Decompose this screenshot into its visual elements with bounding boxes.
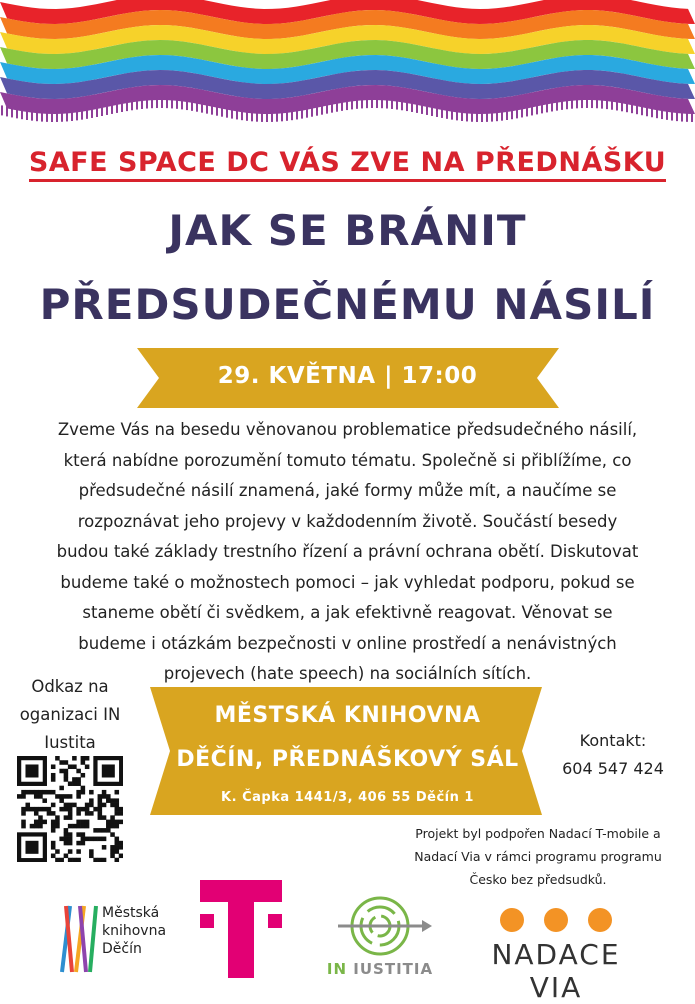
qr-module	[98, 837, 103, 842]
qr-module	[21, 820, 26, 825]
qr-module	[76, 824, 81, 829]
qr-module	[25, 807, 30, 812]
via-name: NADACE VIA	[491, 938, 621, 1004]
qr-module	[42, 820, 47, 825]
qr-module	[81, 820, 86, 825]
qr-module	[93, 837, 98, 842]
qr-module	[38, 815, 43, 820]
qr-module	[89, 849, 94, 854]
qr-module	[119, 820, 123, 825]
qr-module	[68, 832, 73, 837]
qr-module	[89, 837, 94, 842]
qr-module	[115, 858, 120, 862]
qr-module	[115, 807, 120, 812]
qr-module	[110, 854, 115, 859]
qr-module	[110, 820, 115, 825]
qr-module	[38, 807, 43, 812]
qr-module	[102, 837, 107, 842]
qr-module	[110, 824, 115, 829]
qr-module	[81, 773, 86, 778]
qr-module	[59, 807, 64, 812]
qr-module	[81, 841, 86, 846]
qr-module	[47, 807, 52, 812]
qr-module	[51, 820, 56, 825]
qr-module	[106, 828, 111, 833]
qr-module	[76, 781, 81, 786]
qr-module	[106, 824, 111, 829]
qr-module	[106, 820, 111, 825]
qr-module	[89, 811, 94, 816]
venue-room: DĚČÍN, PŘEDNÁŠKOVÝ SÁL	[176, 747, 519, 772]
qr-module	[25, 841, 38, 854]
contact-block	[548, 727, 678, 783]
event-description	[6, 415, 689, 690]
qr-module	[72, 777, 77, 782]
qr-module	[76, 841, 81, 846]
contact-phone[interactable]: 604 547 424	[562, 759, 664, 778]
qr-module	[119, 854, 123, 859]
qr-module	[85, 807, 90, 812]
qr-module	[68, 807, 73, 812]
qr-module	[59, 837, 64, 842]
qr-module	[119, 807, 123, 812]
qr-module	[98, 811, 103, 816]
qr-module	[64, 841, 69, 846]
via-dots	[460, 905, 652, 935]
qr-module	[76, 858, 81, 862]
title-line-2: PŘEDSUDEČNÉMU NÁSILÍ	[39, 280, 656, 329]
qr-module	[89, 854, 94, 859]
qr-module	[21, 807, 26, 812]
qr-module	[115, 824, 120, 829]
venue-address: K. Čapka 1441/3, 406 55 Děčín 1	[221, 790, 474, 805]
qr-module	[102, 845, 107, 850]
qr-module	[55, 815, 60, 820]
qr-module	[51, 841, 56, 846]
title-line-1: JAK SE BRÁNIT	[168, 206, 527, 255]
qr-module	[59, 858, 64, 862]
qr-module	[64, 832, 69, 837]
qr-module	[115, 837, 120, 842]
qr-module	[68, 815, 73, 820]
iustitia-prefix: IN	[326, 960, 348, 978]
qr-module	[115, 841, 120, 846]
qr-module	[119, 845, 123, 850]
qr-module	[38, 820, 43, 825]
qr-module	[51, 777, 56, 782]
qr-module	[64, 815, 69, 820]
qr-module	[21, 811, 26, 816]
org-link-caption: Odkaz na oganizaci IN Iustita	[19, 677, 121, 752]
qr-module	[72, 781, 77, 786]
description-line: budou také základy trestního řízení a právní ochrana obětí. Diskutovat	[56, 542, 639, 561]
qr-module	[34, 807, 39, 812]
qr-module	[76, 807, 81, 812]
qr-module	[68, 841, 73, 846]
qr-module	[64, 777, 69, 782]
qr-module	[68, 849, 73, 854]
qr-module	[55, 824, 60, 829]
qr-module	[68, 811, 73, 816]
qr-module	[110, 845, 115, 850]
qr-module	[64, 854, 69, 859]
qr-module	[81, 824, 86, 829]
qr-module	[51, 845, 56, 850]
qr-module	[64, 837, 69, 842]
qr-module	[110, 832, 115, 837]
qr-module	[115, 849, 120, 854]
qr-module	[93, 828, 98, 833]
description-line: která nabídne porozumění tomuto tématu. Společně si přiblížíme, co	[63, 450, 632, 470]
qr-module	[85, 811, 90, 816]
qr-module	[76, 849, 81, 854]
qr-module	[68, 858, 73, 862]
invite-heading: SAFE SPACE DC VÁS ZVE NA PŘEDNÁŠKU	[0, 147, 695, 178]
qr-module	[34, 811, 39, 816]
description-line: rozpoznávat jeho projevy v každodenním životě. Součástí besedy	[77, 511, 618, 531]
qr-module	[81, 832, 86, 837]
qr-module	[64, 773, 69, 778]
qr-module	[98, 815, 103, 820]
description-line: předsudečné násilí znamená, jaké formy může mít, a naučíme se	[78, 481, 617, 500]
qr-module	[110, 815, 115, 820]
iustitia-name: IUSTITIA	[353, 960, 434, 978]
nadace-via-logo	[460, 905, 652, 1004]
qr-module	[76, 777, 81, 782]
qr-module	[102, 815, 107, 820]
qr-module	[76, 832, 81, 837]
qr-module	[93, 807, 98, 812]
qr-module	[51, 811, 56, 816]
qr-module	[34, 824, 39, 829]
qr-module	[98, 828, 103, 833]
venue-name: MĚSTSKÁ KNIHOVNA	[214, 703, 481, 728]
qr-module	[76, 820, 81, 825]
qr-module	[119, 841, 123, 846]
qr-module	[85, 824, 90, 829]
qr-module	[42, 807, 47, 812]
qr-module	[81, 807, 86, 812]
qr-module	[98, 858, 103, 862]
qr-module	[76, 811, 81, 816]
rainbow-banner	[0, 0, 695, 128]
qr-module	[85, 820, 90, 825]
qr-module	[68, 824, 73, 829]
library-logo-mark	[58, 900, 98, 976]
qr-module	[119, 811, 123, 816]
telekom-logo	[200, 880, 282, 978]
contact-label: Kontakt:	[579, 731, 647, 750]
qr-module	[110, 849, 115, 854]
qr-module	[68, 781, 73, 786]
qr-module	[55, 820, 60, 825]
qr-module	[51, 828, 56, 833]
qr-module	[38, 824, 43, 829]
iustitia-logo	[320, 890, 440, 980]
qr-module	[34, 820, 39, 825]
qr-module	[30, 807, 35, 812]
iustitia-logo-mark	[320, 890, 440, 960]
description-line: Zveme Vás na besedu věnovanou problematice předsudečného násilí,	[57, 420, 638, 439]
qr-module	[102, 828, 107, 833]
qr-module	[64, 828, 69, 833]
sponsor-note: Projekt byl podpořen Nadací T-mobile a Nadací Via v rámci programu programu Česko bez předsudků.	[414, 826, 662, 887]
qr-module	[85, 837, 90, 842]
qr-module	[115, 845, 120, 850]
description-line: projevech (hate speech) na sociálních sítích.	[163, 664, 532, 683]
date-time: 29. KVĚTNA | 17:00	[217, 363, 478, 389]
description-line: budeme i otázkám bezpečnosti v online prostředí a nenávistných	[78, 633, 617, 653]
qr-module	[81, 837, 86, 842]
qr-module	[21, 824, 26, 829]
qr-module	[55, 849, 60, 854]
qr-module	[68, 837, 73, 842]
description-line: budeme také o možnostech pomoci – jak vyhledat podporu, pokud se	[60, 572, 635, 592]
qr-module	[93, 858, 98, 862]
qr-module	[115, 820, 120, 825]
description-line: staneme obětí či svědkem, a jak efektivně reagovat. Věnovat se	[82, 603, 613, 622]
qr-module	[72, 824, 77, 829]
qr-module	[72, 858, 77, 862]
qr-module	[102, 858, 107, 862]
qr-module	[51, 854, 56, 859]
qr-module	[47, 811, 52, 816]
qr-module	[115, 811, 120, 816]
qr-module	[55, 858, 60, 862]
qr-module	[30, 824, 35, 829]
qr-module	[64, 807, 69, 812]
qr-module	[51, 773, 56, 778]
library-logo: Městská knihovna Děčín	[58, 900, 188, 980]
qr-module	[98, 807, 103, 812]
qr-module	[51, 824, 56, 829]
